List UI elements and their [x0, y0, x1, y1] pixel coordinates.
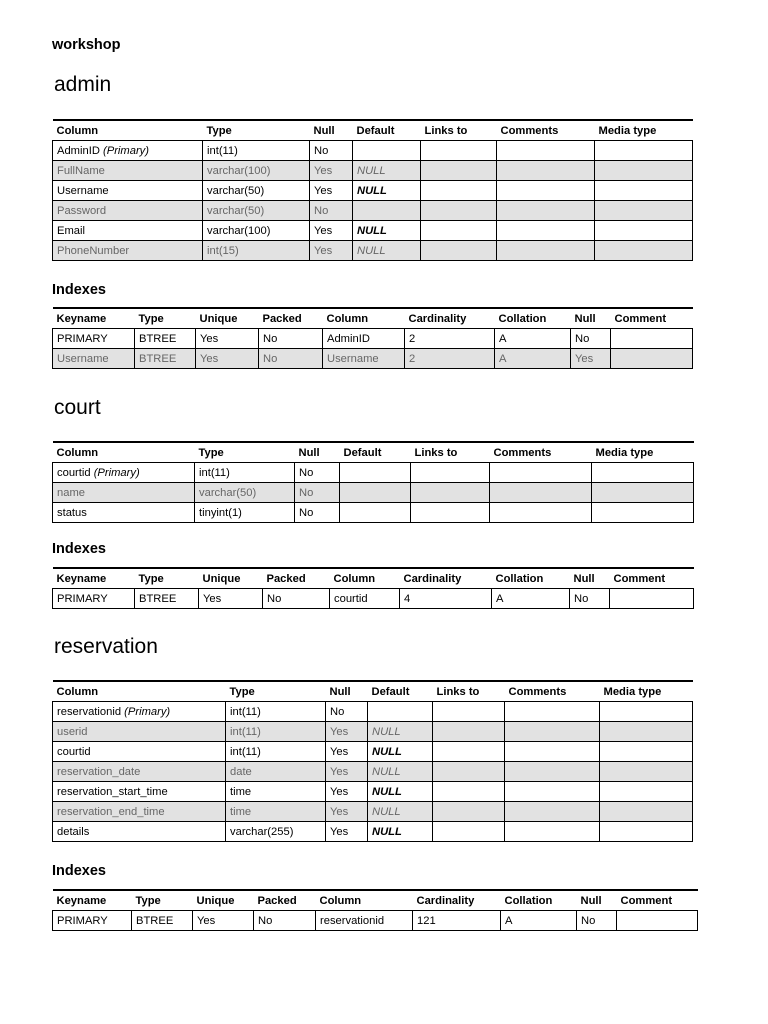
- column-null: Yes: [326, 802, 368, 822]
- column-type: date: [226, 762, 326, 782]
- column-header: Column: [53, 681, 226, 702]
- column-default: NULL: [368, 742, 433, 762]
- column-default: [353, 201, 421, 221]
- index-header: Column: [330, 568, 400, 589]
- column-media-type: [600, 702, 693, 722]
- column-header: Default: [340, 442, 411, 463]
- indexes-table-admin: [52, 307, 693, 369]
- column-default: NULL: [368, 722, 433, 742]
- index-collation: A: [492, 589, 570, 609]
- column-comments: [490, 463, 592, 483]
- column-comments: [505, 802, 600, 822]
- column-header: Type: [195, 442, 295, 463]
- index-null: No: [571, 329, 611, 349]
- table-title-court: court: [54, 396, 101, 419]
- column-comments: [490, 503, 592, 523]
- index-header: Unique: [193, 890, 254, 911]
- index-collation: A: [495, 329, 571, 349]
- column-name: Email: [57, 224, 85, 237]
- column-links-to: [433, 802, 505, 822]
- column-links-to: [421, 241, 497, 261]
- column-comments: [505, 762, 600, 782]
- header-row: [53, 120, 693, 141]
- column-name: AdminID: [57, 144, 100, 157]
- column-header: Media type: [595, 120, 693, 141]
- column-name-cell: [53, 742, 226, 762]
- column-null: No: [295, 463, 340, 483]
- index-header: Null: [570, 568, 610, 589]
- column-comments: [497, 161, 595, 181]
- column-links-to: [421, 221, 497, 241]
- column-header: Null: [295, 442, 340, 463]
- column-type: varchar(100): [203, 161, 310, 181]
- table-title-reservation: reservation: [54, 635, 158, 658]
- column-default: [340, 483, 411, 503]
- column-type: varchar(100): [203, 221, 310, 241]
- column-header: Type: [203, 120, 310, 141]
- column-null: Yes: [326, 722, 368, 742]
- index-header: Column: [316, 890, 413, 911]
- column-media-type: [600, 762, 693, 782]
- index-packed: No: [259, 349, 323, 369]
- column-name: name: [57, 486, 85, 499]
- columns-table-reservation: [52, 680, 693, 842]
- table-row: [53, 503, 694, 523]
- primary-marker: (Primary): [93, 466, 140, 479]
- column-name: courtid: [57, 745, 91, 758]
- column-default: NULL: [353, 181, 421, 201]
- table-row: [53, 702, 693, 722]
- column-comments: [497, 221, 595, 241]
- indexes-heading: Indexes: [52, 541, 106, 557]
- column-default: NULL: [353, 241, 421, 261]
- column-media-type: [600, 742, 693, 762]
- column-media-type: [592, 483, 694, 503]
- index-null: No: [570, 589, 610, 609]
- table-row: [53, 201, 693, 221]
- column-null: No: [310, 201, 353, 221]
- column-header: Comments: [490, 442, 592, 463]
- index-keyname: PRIMARY: [53, 589, 135, 609]
- index-header: Unique: [199, 568, 263, 589]
- column-name: details: [57, 825, 90, 838]
- index-header: Keyname: [53, 890, 132, 911]
- database-title: workshop: [52, 37, 121, 53]
- column-name: PhoneNumber: [57, 244, 130, 257]
- column-name-cell: [53, 722, 226, 742]
- column-default: [368, 702, 433, 722]
- column-type: varchar(255): [226, 822, 326, 842]
- table-row: [53, 589, 694, 609]
- index-header: Comment: [610, 568, 694, 589]
- index-header: Collation: [495, 308, 571, 329]
- column-media-type: [600, 802, 693, 822]
- index-unique: Yes: [199, 589, 263, 609]
- column-null: Yes: [326, 742, 368, 762]
- column-name: reservation_start_time: [57, 785, 168, 798]
- index-keyname: PRIMARY: [53, 329, 135, 349]
- column-name: reservation_date: [57, 765, 141, 778]
- column-comments: [505, 742, 600, 762]
- column-links-to: [411, 483, 490, 503]
- column-null: Yes: [326, 762, 368, 782]
- table-row: [53, 483, 694, 503]
- column-null: Yes: [326, 782, 368, 802]
- column-header: Type: [226, 681, 326, 702]
- column-comments: [505, 722, 600, 742]
- column-name-cell: [53, 762, 226, 782]
- column-media-type: [595, 181, 693, 201]
- column-name-cell: [53, 463, 195, 483]
- column-name-cell: [53, 161, 203, 181]
- column-name-cell: [53, 201, 203, 221]
- column-name-cell: [53, 822, 226, 842]
- primary-marker: (Primary): [124, 705, 171, 718]
- column-default: NULL: [368, 802, 433, 822]
- index-cardinality: 2: [405, 349, 495, 369]
- column-header: Comments: [505, 681, 600, 702]
- column-links-to: [421, 141, 497, 161]
- column-null: No: [295, 503, 340, 523]
- column-name-cell: [53, 141, 203, 161]
- column-media-type: [592, 463, 694, 483]
- index-header: Cardinality: [405, 308, 495, 329]
- column-header: Media type: [592, 442, 694, 463]
- column-type: int(11): [226, 702, 326, 722]
- column-media-type: [595, 141, 693, 161]
- columns-table-court: [52, 441, 694, 523]
- index-header: Cardinality: [413, 890, 501, 911]
- index-comment: [611, 349, 693, 369]
- index-header: Cardinality: [400, 568, 492, 589]
- column-null: No: [310, 141, 353, 161]
- table-row: [53, 181, 693, 201]
- column-links-to: [411, 463, 490, 483]
- column-null: Yes: [310, 181, 353, 201]
- column-header: Links to: [411, 442, 490, 463]
- column-name-cell: [53, 702, 226, 722]
- index-header: Collation: [501, 890, 577, 911]
- column-name: FullName: [57, 164, 105, 177]
- index-type: BTREE: [135, 349, 196, 369]
- column-header: Default: [368, 681, 433, 702]
- index-null: Yes: [571, 349, 611, 369]
- column-null: Yes: [310, 161, 353, 181]
- column-header: Media type: [600, 681, 693, 702]
- column-name: userid: [57, 725, 88, 738]
- index-type: BTREE: [135, 329, 196, 349]
- column-links-to: [433, 762, 505, 782]
- column-links-to: [433, 722, 505, 742]
- index-cardinality: 2: [405, 329, 495, 349]
- column-header: Default: [353, 120, 421, 141]
- column-null: Yes: [310, 221, 353, 241]
- index-header: Type: [135, 568, 199, 589]
- column-comments: [497, 201, 595, 221]
- table-row: [53, 802, 693, 822]
- index-comment: [617, 911, 698, 931]
- header-row: [53, 890, 698, 911]
- column-links-to: [421, 161, 497, 181]
- column-header: Null: [326, 681, 368, 702]
- index-header: Collation: [492, 568, 570, 589]
- column-default: [353, 141, 421, 161]
- index-packed: No: [254, 911, 316, 931]
- table-row: [53, 822, 693, 842]
- column-default: [340, 503, 411, 523]
- column-media-type: [600, 782, 693, 802]
- column-name-cell: [53, 483, 195, 503]
- column-comments: [505, 822, 600, 842]
- index-unique: Yes: [196, 349, 259, 369]
- column-null: No: [326, 702, 368, 722]
- column-header: Column: [53, 120, 203, 141]
- column-header: Links to: [433, 681, 505, 702]
- table-row: [53, 349, 693, 369]
- column-media-type: [600, 722, 693, 742]
- column-name-cell: [53, 503, 195, 523]
- column-type: time: [226, 802, 326, 822]
- column-type: tinyint(1): [195, 503, 295, 523]
- column-links-to: [421, 201, 497, 221]
- column-media-type: [595, 241, 693, 261]
- header-row: [53, 308, 693, 329]
- table-row: [53, 911, 698, 931]
- index-header: Type: [135, 308, 196, 329]
- index-collation: A: [495, 349, 571, 369]
- column-media-type: [595, 201, 693, 221]
- column-links-to: [411, 503, 490, 523]
- column-name-cell: [53, 802, 226, 822]
- column-name: courtid: [57, 466, 91, 479]
- column-links-to: [421, 181, 497, 201]
- index-header: Type: [132, 890, 193, 911]
- column-name-cell: [53, 241, 203, 261]
- column-type: int(11): [226, 722, 326, 742]
- column-null: Yes: [326, 822, 368, 842]
- index-packed: No: [263, 589, 330, 609]
- indexes-heading: Indexes: [52, 863, 106, 879]
- index-cardinality: 121: [413, 911, 501, 931]
- index-unique: Yes: [193, 911, 254, 931]
- column-media-type: [595, 221, 693, 241]
- column-comments: [497, 241, 595, 261]
- column-links-to: [433, 782, 505, 802]
- column-type: time: [226, 782, 326, 802]
- column-type: varchar(50): [203, 201, 310, 221]
- index-header: Null: [571, 308, 611, 329]
- column-media-type: [600, 822, 693, 842]
- index-header: Packed: [254, 890, 316, 911]
- table-title-admin: admin: [54, 73, 112, 96]
- column-name-cell: [53, 181, 203, 201]
- column-comments: [505, 782, 600, 802]
- column-name-cell: [53, 782, 226, 802]
- column-default: NULL: [368, 822, 433, 842]
- index-header: Comment: [611, 308, 693, 329]
- table-row: [53, 329, 693, 349]
- column-media-type: [595, 161, 693, 181]
- column-type: int(11): [226, 742, 326, 762]
- header-row: [53, 442, 694, 463]
- column-header: Column: [53, 442, 195, 463]
- column-default: NULL: [368, 782, 433, 802]
- table-row: [53, 722, 693, 742]
- column-links-to: [433, 742, 505, 762]
- column-name: Password: [57, 204, 107, 217]
- indexes-table-reservation: [52, 889, 698, 931]
- column-links-to: [433, 822, 505, 842]
- table-row: [53, 782, 693, 802]
- column-null: No: [295, 483, 340, 503]
- table-row: [53, 141, 693, 161]
- index-header: Comment: [617, 890, 698, 911]
- table-row: [53, 762, 693, 782]
- indexes-table-court: [52, 567, 694, 609]
- table-row: [53, 742, 693, 762]
- column-type: varchar(50): [195, 483, 295, 503]
- column-name: reservationid: [57, 705, 122, 718]
- index-type: BTREE: [135, 589, 199, 609]
- index-header: Packed: [263, 568, 330, 589]
- index-keyname: PRIMARY: [53, 911, 132, 931]
- index-header: Keyname: [53, 568, 135, 589]
- primary-marker: (Primary): [103, 144, 150, 157]
- column-comments: [497, 141, 595, 161]
- table-row: [53, 241, 693, 261]
- index-column: AdminID: [323, 329, 405, 349]
- index-header: Null: [577, 890, 617, 911]
- column-header: Links to: [421, 120, 497, 141]
- index-packed: No: [259, 329, 323, 349]
- header-row: [53, 681, 693, 702]
- columns-table-admin: [52, 119, 693, 261]
- index-column: courtid: [330, 589, 400, 609]
- column-default: NULL: [353, 221, 421, 241]
- table-row: [53, 221, 693, 241]
- column-default: NULL: [353, 161, 421, 181]
- column-default: [340, 463, 411, 483]
- column-null: Yes: [310, 241, 353, 261]
- column-type: int(11): [203, 141, 310, 161]
- header-row: [53, 568, 694, 589]
- column-links-to: [433, 702, 505, 722]
- table-row: [53, 463, 694, 483]
- column-media-type: [592, 503, 694, 523]
- column-name: reservation_end_time: [57, 805, 165, 818]
- index-column: reservationid: [316, 911, 413, 931]
- column-type: int(15): [203, 241, 310, 261]
- index-unique: Yes: [196, 329, 259, 349]
- index-header: Packed: [259, 308, 323, 329]
- column-comments: [490, 483, 592, 503]
- index-comment: [611, 329, 693, 349]
- indexes-heading: Indexes: [52, 282, 106, 298]
- index-header: Unique: [196, 308, 259, 329]
- table-row: [53, 161, 693, 181]
- index-keyname: Username: [53, 349, 135, 369]
- column-name: Username: [57, 184, 109, 197]
- index-comment: [610, 589, 694, 609]
- index-collation: A: [501, 911, 577, 931]
- index-header: Keyname: [53, 308, 135, 329]
- index-null: No: [577, 911, 617, 931]
- index-column: Username: [323, 349, 405, 369]
- index-cardinality: 4: [400, 589, 492, 609]
- column-default: NULL: [368, 762, 433, 782]
- column-comments: [505, 702, 600, 722]
- column-header: Null: [310, 120, 353, 141]
- column-name-cell: [53, 221, 203, 241]
- column-name: status: [57, 506, 87, 519]
- column-type: varchar(50): [203, 181, 310, 201]
- index-header: Column: [323, 308, 405, 329]
- column-comments: [497, 181, 595, 201]
- column-type: int(11): [195, 463, 295, 483]
- index-type: BTREE: [132, 911, 193, 931]
- column-header: Comments: [497, 120, 595, 141]
